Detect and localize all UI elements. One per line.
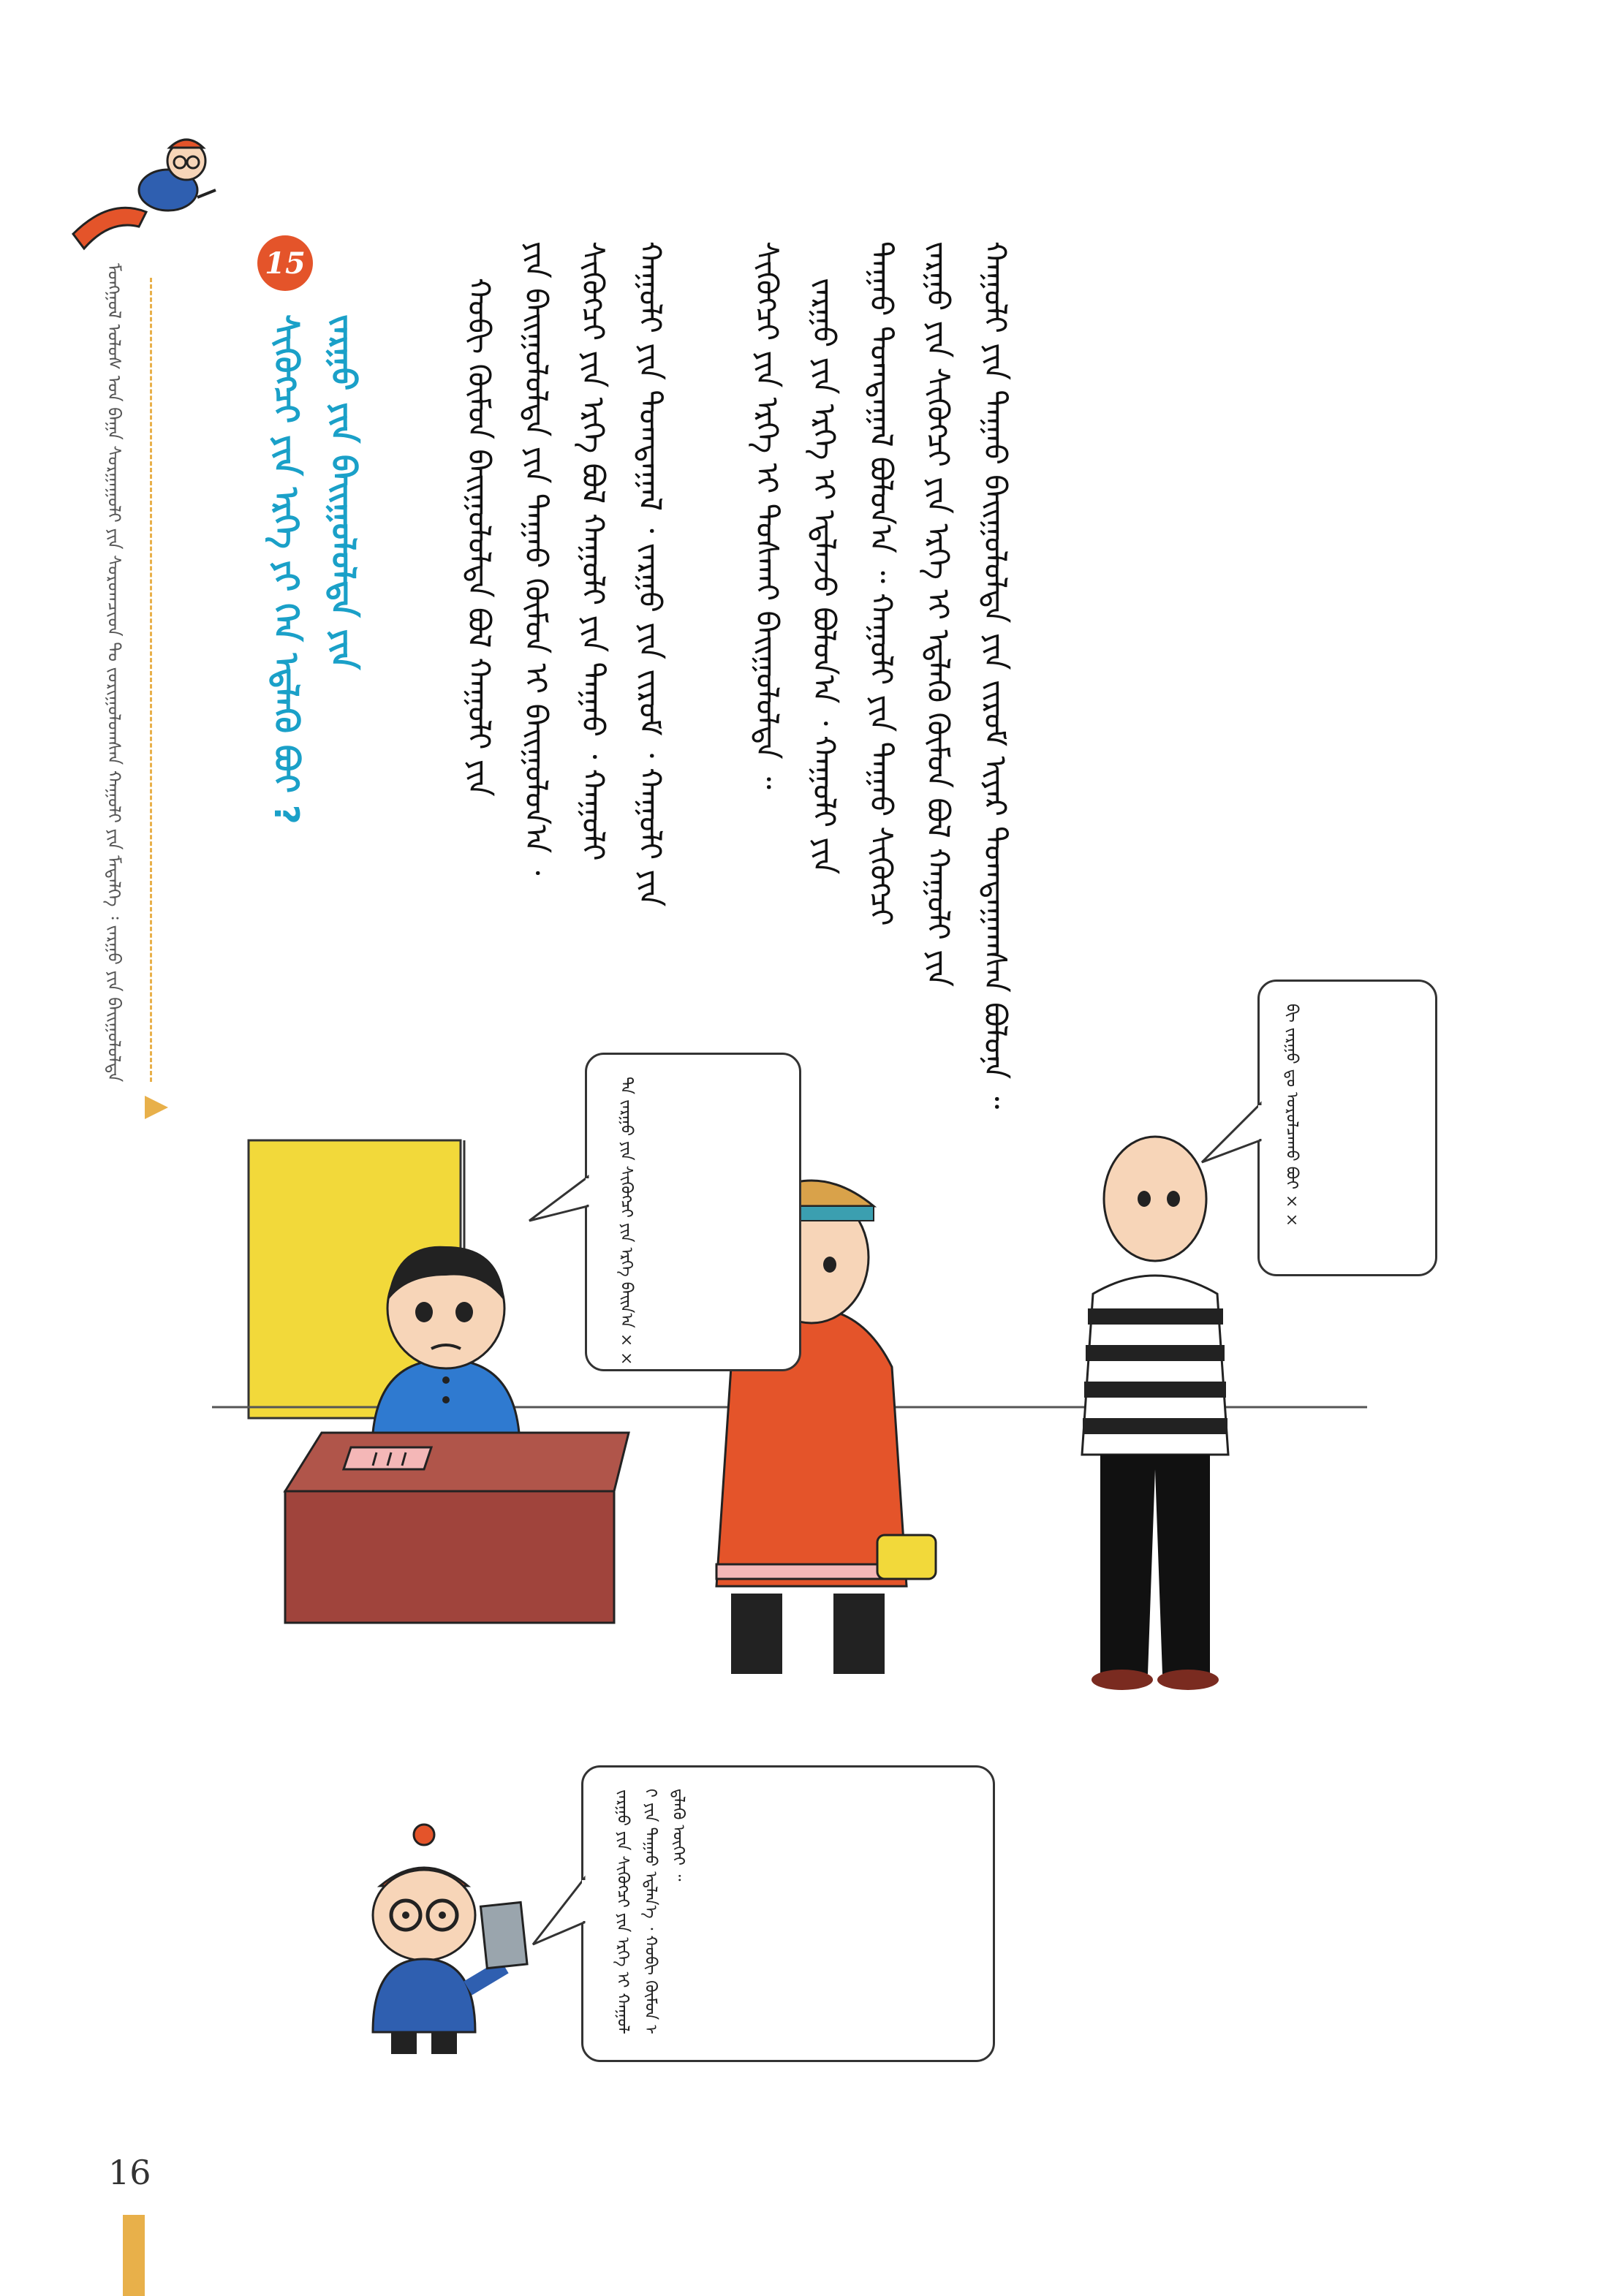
flying-character-illustration bbox=[66, 132, 219, 270]
body-column-7: ᠰᠢᠭᠦᠭᠴᠢ ᠶᠢᠨ ᠡᠷᠬᠡ ᠪᠣᠯ ᠬᠠᠭᠤᠯᠢ ᠶᠢᠨ ᠳᠠᠭᠠᠤ ᠂ ᠬᠠᠭᠤᠯᠢ bbox=[575, 241, 611, 861]
bald-man-speech-text: ᠪᠢ ᠵᠠᠷᠭᠤ ᠳᠤ ᠣᠷᠣᠯᠴᠠᠬᠤ ᠪᠤᠢ × × bbox=[1282, 1004, 1301, 1227]
body-column-1: ᠬᠠᠭᠤᠯᠢ ᠶᠢᠨ ᠳᠠᠭᠠᠤ ᠪᠠᠢᠭᠤᠯᠤᠯᠲᠠ ᠶᠢᠨ ᠵᠢᠷᠤᠮ ᠢᠶᠠᠷ ᠲᠣᠭᠲᠠᠭᠠᠭᠰᠠᠨ ᠪᠣᠯᠤᠨᠠ ᠃ bbox=[977, 241, 1013, 1110]
header-divider bbox=[150, 278, 152, 1082]
section-number: 15 bbox=[265, 246, 306, 281]
judge-speech-text: ᠲᠠ ᠵᠠᠷᠭᠤ ᠶᠢᠨ ᠰᠢᠭᠦᠭᠴᠢ ᠶᠢᠨ ᠡᠷᠬᠡ ᠪᠠᠢᠨ᠎ᠠ × × bbox=[617, 1077, 635, 1365]
speech-bubble-narrator-tail bbox=[530, 1871, 589, 1952]
page-number: 16 bbox=[108, 2153, 151, 2192]
page-edge-marker bbox=[123, 2215, 145, 2296]
section-number-badge bbox=[257, 235, 313, 291]
body-column-2: ᠵᠠᠷᠭᠤ ᠶᠢᠨ ᠰᠢᠭᠦᠭᠴᠢ ᠶᠢᠨ ᠡᠷᠬᠡ ᠢ ᠡᠳ᠋ᠯᠡᠬᠦ ᠬᠦᠮᠦᠨ ᠪᠣᠯ ᠬᠠᠭᠤᠯᠢ ᠶᠢᠨ bbox=[920, 241, 956, 988]
speech-bubble-narrator bbox=[581, 1765, 995, 2062]
narrator-character-illustration bbox=[322, 1798, 541, 2061]
speech-bubble-bald-man-tail bbox=[1199, 1096, 1265, 1170]
speech-bubble-judge bbox=[585, 1053, 801, 1371]
body-column-6: ᠬᠠᠭᠤᠯᠢ ᠶᠢᠨ ᠲᠣᠭᠲᠠᠭᠠᠯ ᠂ ᠵᠠᠷᠭᠤ ᠶᠢᠨ ᠵᠢᠷᠤᠮ ᠂ ᠬᠠᠭᠤᠯᠢ ᠶᠢᠨ bbox=[632, 241, 668, 907]
speech-bubble-judge-tail bbox=[526, 1170, 592, 1228]
body-column-3: ᠳᠠᠭᠠᠤ ᠲᠣᠭᠲᠠᠭᠠᠯ ᠪᠣᠯᠣᠨ᠎ᠠ ᠃ ᠬᠠᠭᠤᠯᠢ ᠶᠢᠨ ᠳᠠᠭᠠᠤ ᠰᠢᠭᠦᠭᠴᠢ bbox=[863, 241, 899, 926]
body-column-8: ᠶᠢᠨ ᠪᠠᠢᠭᠤᠯᠤᠯᠲᠠ ᠶᠢᠨ ᠳᠠᠭᠠᠤ ᠬᠦᠮᠦᠨ ᠢ ᠪᠠᠢᠭᠤᠯᠤᠨ᠎ᠠ ᠂ bbox=[518, 241, 554, 876]
section-title-line-2: ᠰᠢᠭᠦᠭᠴᠢ ᠶᠢᠨ ᠡᠷᠬᠡ ᠶᠢ ᠬᠡᠨ ᠡᠳ᠋ᠯᠡᠬᠦ ᠪᠤᠢ ? bbox=[267, 314, 306, 825]
narrator-speech-text: ᠵᠠᠷᠭᠤ ᠶᠢᠨ ᠰᠢᠭᠦᠭᠴᠢ ᠶᠢᠨ ᠡᠷᠬᠡ ᠢ ᠬᠠᠭᠤᠯᠢ ᠶᠢᠨ ᠳᠠᠭᠠᠤ ᠡᠳ᠋ᠯᠡᠨ᠎ᠡ ᠂ ᠬᠤᠪᠢ ᠬᠦᠮᠦᠨ ᠡᠳ᠋ᠯᠡᠬᠦ ᠦᠭᠡᠢ ᠃ bbox=[613, 1789, 687, 2034]
section-title-line-1: ᠵᠠᠷᠭᠤ ᠶᠢᠨ ᠪᠠᠢᠭᠤᠯᠤᠯᠲᠠ ᠶᠢᠨ bbox=[324, 314, 363, 670]
body-column-4: ᠵᠠᠷᠭᠤ ᠶᠢᠨ ᠡᠷᠬᠡ ᠢ ᠡᠳ᠋ᠯᠡᠵᠦ ᠪᠣᠯᠣᠨ᠎ᠠ ᠂ ᠬᠠᠭᠤᠯᠢ ᠶᠢᠨ bbox=[806, 278, 842, 875]
body-column-5: ᠰᠢᠭᠦᠭᠴᠢ ᠶᠢᠨ ᠡᠷᠬᠡ ᠢ ᠲᠤᠰᠬᠠᠢ ᠪᠠᠢᠭᠤᠯᠤᠯᠲᠠ ᠃ bbox=[749, 241, 785, 789]
body-column-9: ᠬᠤᠪᠢ ᠬᠦᠮᠦᠨ ᠪᠠᠢᠭᠤᠯᠤᠯᠲᠠ ᠪᠣᠯ ᠬᠠᠭᠤᠯᠢ ᠶᠢᠨ bbox=[461, 278, 497, 797]
speech-bubble-bald-man bbox=[1257, 980, 1437, 1276]
triangle-marker-icon bbox=[142, 1093, 171, 1122]
running-header: ᠮᠣᠩᠭᠣᠯ ᠤᠯᠤᠰ ᠤᠨ ᠪᠠᠭᠠ ᠰᠤᠷᠭᠠᠭᠤᠯᠢ ᠶᠢᠨ ᠰᠤᠷᠤᠭᠴᠢᠳ ᠲᠤ ᠵᠣᠷᠢᠭᠤᠯᠤᠭᠰᠠᠨ ᠬᠠᠭᠤᠯᠢ ᠶᠢᠨ ᠮᠡᠳᠡᠯᠭᠡ ᠄ ᠵᠠᠷᠭᠤ ᠶᠢᠨ ᠪᠠᠢᠭᠤᠯᠤᠯᠲᠠ bbox=[104, 263, 124, 1083]
